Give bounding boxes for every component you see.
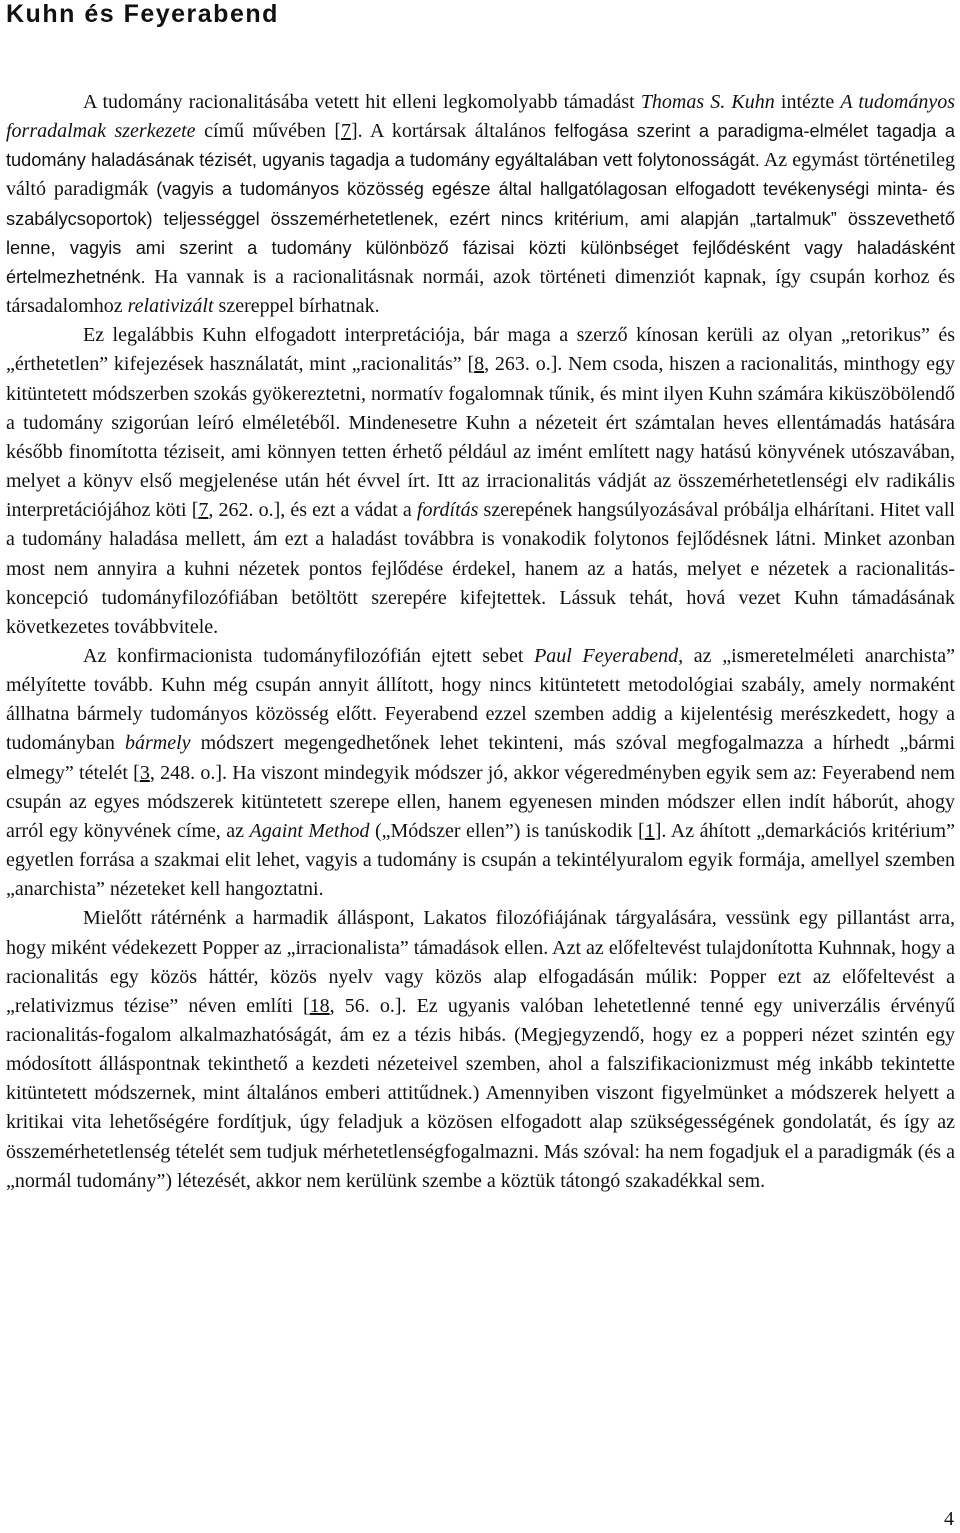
text-run: című művében [ xyxy=(195,120,342,143)
page-number: 4 xyxy=(944,1508,954,1530)
text-run: ]. Az áhított „demarkációs kritérium” egyetlen forrása a szakmai elit lehet, vagyis a tudomány is csupán a tekintélyuralom egyik formája, amellyel szemben „anarchista” nézeteket kell hangoztatni. xyxy=(6,819,955,901)
citation-link[interactable]: 18 xyxy=(309,994,330,1017)
text-run: (vagyis a tudományos közösség egésze által hallgatólagosan elfogadott tevékenységi minta- és szabálycsoportok) teljességgel összemérhetetlenek, ezért nincs kritérium, ami alapján „tartalmuk” összevethető lenne, vagyis ami szerint a tudomány különböző fázisai közti különbséget fejlődésként vagy haladásként értelmezhetnénk. xyxy=(6,179,955,287)
italic-text: Againt Method xyxy=(249,819,370,842)
citation-link[interactable]: 7 xyxy=(341,120,352,143)
text-run: („Módszer ellen”) is tanúskodik [ xyxy=(369,819,645,842)
text-run: módszert megengedhetőnek lehet tekinteni, más szóval megfogalmazza a hírhedt „bármi elmegy” tételét [ xyxy=(6,732,955,784)
citation-link[interactable]: 8 xyxy=(474,353,485,376)
text-run: felfogása szerint a paradigma-elmélet tagadja a tudomány haladásának tézisét, ugyanis tagadja a tudomány egyáltalában vett folytonosságát. xyxy=(6,121,955,171)
text-run: Mielőtt rátérnénk a harmadik álláspont, Lakatos filozófiájának tárgyalására, vessünk egy pillantást arra, hogy miként védekezett Popper az „irracionalista” támadások ellen. Azt az előfeltevést tulajdonította Kuhnnak, hogy a racionalitás egy közös háttér, közös nyelv vagy közös alap elfogadásán múlik: Popper ezt az előfeltevést a „relativizmus tézise” néven említi [ xyxy=(6,907,955,1017)
text-run: , 56. o.]. Ez ugyanis valóban lehetetlenné tenné egy univerzális érvényű racionalitás-fogalom alkalmazhatóságát, ám ez a tézis hibás. (Megjegyzendő, hogy ez a popperi nézet szintén egy módosított álláspontnak tekinthető a kezdeti nézeteivel szemben, ahol a falszifikacionizmust még inkább tekintette kitüntetett módszernek, mint általános emberi attitűdnek.) Amennyiben viszont figyelmünket a módszerek helyett a kritikai vita lehetőségére fordítjuk, úgy feladjuk a közösen elfogadott alap szükségességének gondolatát, és így az összemérhetetlenség tételét sem tudjuk mérhetetlenségfogalmazni. Más szóval: ha nem fogadjuk el a paradigmák (és a „normál tudomány”) létezését, akkor nem kerülünk szembe a köztük tátongó szakadékkal sem. xyxy=(6,994,955,1192)
text-run: , az „ismeretelméleti anarchista” mélyítette tovább. Kuhn még csupán annyit állított, hogy nincs kitüntetett metodológiai szabály, amely normaként állhatna bármely tudományos közösség előtt. Feyerabend ezzel szemben addig a kijelentésig merészkedett, hogy a tudományban xyxy=(6,644,955,755)
paragraph xyxy=(6,642,955,904)
text-run: intézte xyxy=(774,91,841,113)
text-run: ]. A kortársak általános xyxy=(351,120,555,143)
text-run: Az egymást történetileg váltó paradigmák xyxy=(6,149,955,201)
italic-text: Paul Feyerabend xyxy=(534,644,679,667)
text-run: Ez legalábbis Kuhn elfogadott interpretációja, bár maga a szerző kínosan kerüli az olyan „retorikus” és „érthetetlen” kifejezések használatát, mint „racionalitás” [ xyxy=(6,324,955,376)
italic-text: bármely xyxy=(124,732,191,755)
italic-text: Thomas S. Kuhn xyxy=(640,91,775,113)
citation-link[interactable]: 1 xyxy=(644,819,655,842)
italic-text: fordítás xyxy=(416,499,479,522)
page-title: Kuhn és Feyerabend xyxy=(6,0,279,28)
text-run: szereppel bírhatnak. xyxy=(213,295,380,318)
text-run: Ha vannak is a racionalitásnak normái, azok történeti dimenziót kapnak, így csupán korhoz és társadalomhoz xyxy=(6,265,955,318)
body-text xyxy=(6,88,955,1196)
text-run: , 263. o.]. Nem csoda, hiszen a racionalitás, minthogy egy kitüntetett módszerben szokás gyökereztetni, normatív fogalomnak tűnik, és mint ilyen Kuhn számára kiküszöbölendő a tudomány szigorúan leíró elméletéből. Mindenesetre Kuhn a nézeteit ért számtalan heves ellentámadás hatására később finomította téziseit, ami könnyen tetten érhető például az imént említett nagy hatású könyvének utószavában, melyet a könyv első megjelenése után hét évvel írt. Itt az irracionalitás vádját az összemérhetetlenségi elv radikális interpretációjához köti [ xyxy=(6,353,955,522)
text-run: , 248. o.]. Ha viszont mindegyik módszer jó, akkor végeredményben egyik sem az: Feyerabend nem csupán az egyes módszerek kitüntetett szerepe ellen, hanem egyenesen minden módszer ellen indít háborút, ahogy arról egy könyvének címe, az xyxy=(6,761,956,842)
italic-text: A tudományos forradalmak szerkezete xyxy=(6,91,956,143)
text-run: A tudomány racionalitásába vetett hit elleni legkomolyabb támadást xyxy=(83,91,641,113)
citation-link[interactable]: 3 xyxy=(139,761,150,784)
text-run: , 262. o.], és ezt a vádat a xyxy=(208,499,417,522)
paragraph xyxy=(6,904,955,1196)
italic-text: relativizált xyxy=(127,295,214,318)
text-run: szerepének hangsúlyozásával próbálja elhárítani. Hitet vall a tudomány haladása mellett, ám ezt a haladást továbbra is vonakodik folytonos fejlődésnek látni. Minket azonban most nem annyira a kuhni nézetek pontos fejlődése érdekel, hanem az a hatás, melyet e nézetek a racionalitás-koncepció tudományfilozófiában betöltött szerepére kifejtettek. Lássuk tehát, hová vezet Kuhn támadásának következetes továbbvitele. xyxy=(6,499,955,638)
paragraph xyxy=(6,88,955,321)
citation-link[interactable]: 7 xyxy=(198,499,209,522)
paragraph xyxy=(6,321,955,642)
text-run: Az konfirmacionista tudományfilozófián ejtett sebet xyxy=(83,644,535,667)
